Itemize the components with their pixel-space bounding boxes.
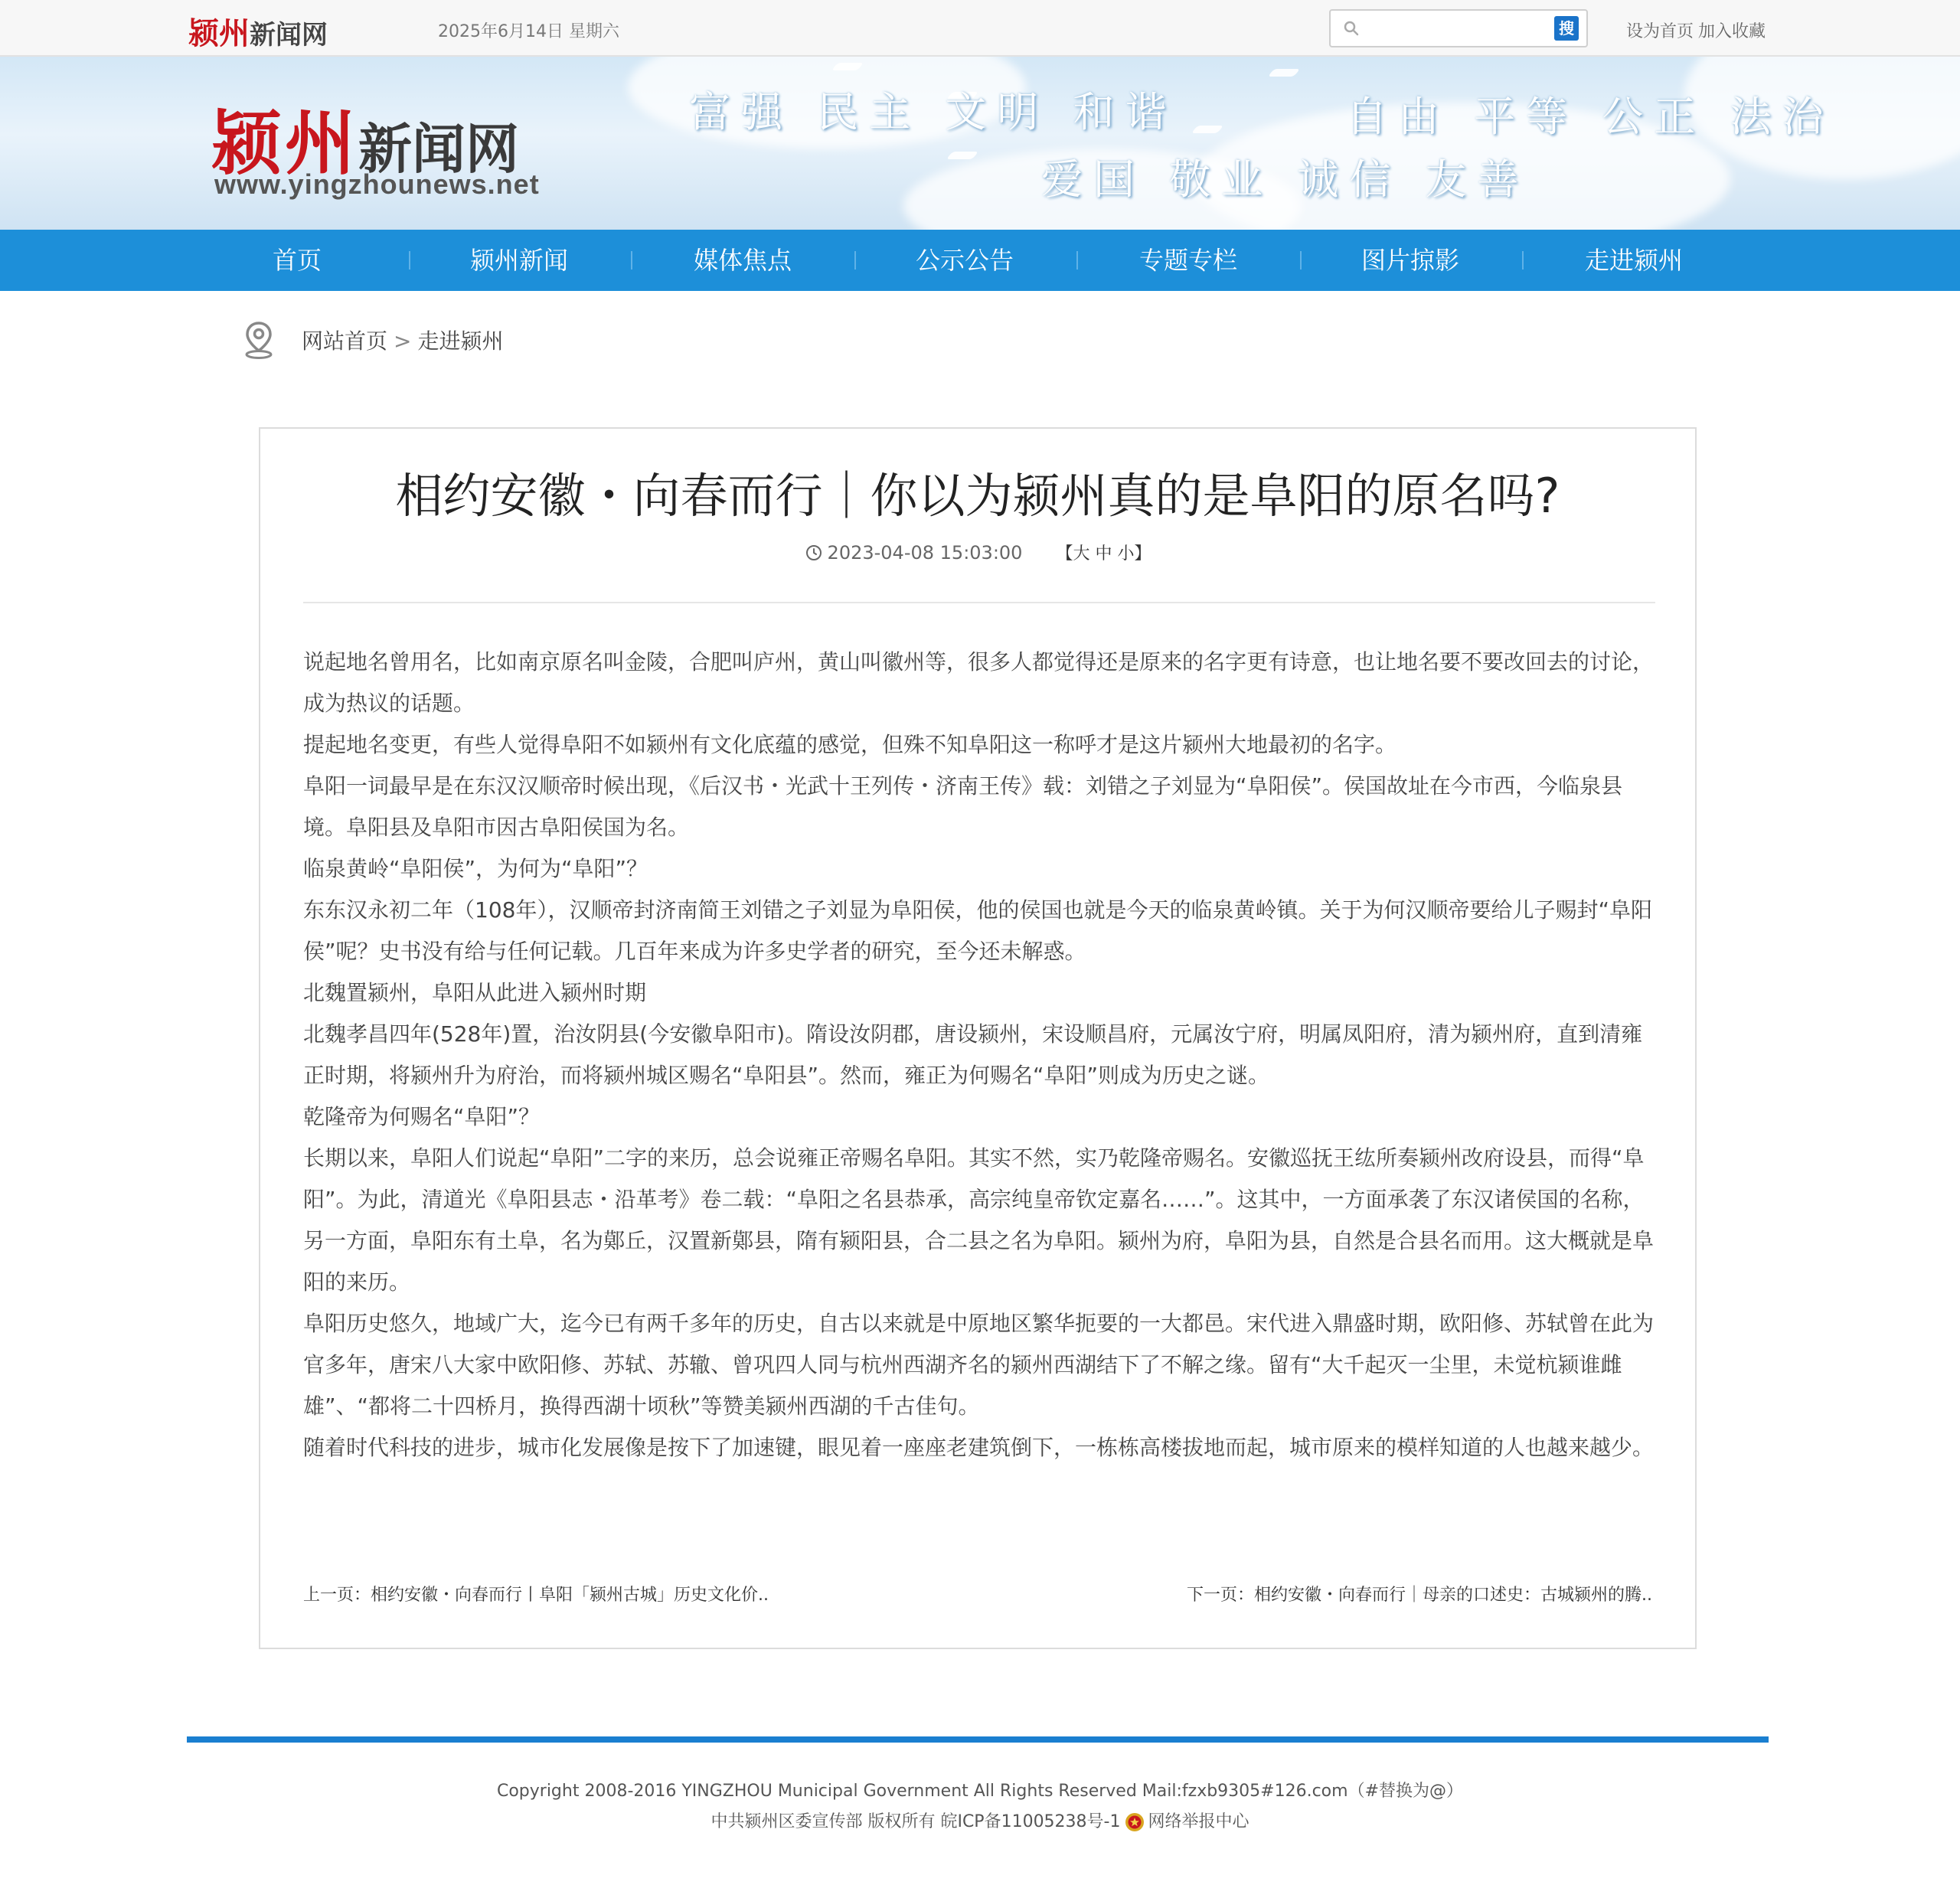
article-title: 相约安徽・向春而行｜你以为颍州真的是阜阳的原名吗? — [395, 468, 1560, 524]
main-nav — [0, 230, 1960, 291]
banner-url: www.yingzhounews.net — [214, 168, 540, 200]
nav-item-special-topics[interactable]: 专题专栏 — [1138, 246, 1237, 275]
breadcrumb — [302, 325, 504, 355]
bird-decoration — [1191, 126, 1223, 133]
bird-decoration — [1268, 69, 1300, 77]
report-center-link[interactable]: 网络举报中心 — [1148, 1812, 1250, 1831]
search-button[interactable]: 搜 — [1554, 16, 1579, 41]
search-box — [1329, 9, 1588, 47]
police-badge-icon — [1124, 1811, 1145, 1833]
nav-item-announcements[interactable]: 公示公告 — [915, 246, 1014, 275]
nav-separator — [1300, 251, 1302, 270]
nav-item-home[interactable]: 首页 — [272, 246, 322, 275]
add-favorite-link[interactable]: 加入收藏 — [1698, 22, 1766, 41]
nav-item-yingzhou-news[interactable]: 颍州新闻 — [469, 246, 568, 275]
next-article-link[interactable] — [1187, 1582, 1652, 1606]
set-home-link[interactable]: 设为首页 — [1626, 22, 1694, 41]
nav-item-photos[interactable]: 图片掠影 — [1361, 246, 1459, 275]
article-subheading: 临泉黄岭“阜阳侯”，为何为“阜阳”？ — [303, 856, 648, 881]
article-paragraph: 阜阳一词最早是在东汉汉顺帝时候出现，《后汉书・光武十王列传・济南王传》载：刘错之子刘显为“阜阳侯”。侯国故址在今市西，今临泉县境。阜阳县及阜阳市因古阜阳侯国为名。 — [303, 773, 1623, 840]
next-label: 下一页： — [1186, 1586, 1254, 1605]
article-meta — [260, 541, 1695, 564]
article-paragraph: 提起地名变更，有些人觉得阜阳不如颍州有文化底蕴的感觉，但殊不知阜阳这一称呼才是这片颍州大地最初的名字。 — [303, 732, 1397, 757]
article-paragraph: 阜阳历史悠久，地域广大，迄今已有两千多年的历史，自古以来就是中原地区繁华扼要的一大都邑。宋代进入鼎盛时期，欧阳修、苏轼曾在此为官多年，唐宋八大家中欧阳修、苏轼、苏辙、曾巩四人同与杭州西湖齐名的颍州西湖结下了不解之缘。留有“大千起灭一尘里，未觉杭颍谁雌雄”、“都将二十四桥月，换得西湖十顷秋”等赞美颍州西湖的千古佳句。 — [303, 1311, 1655, 1419]
article-subheading: 乾隆帝为何赐名“阜阳”？ — [303, 1104, 541, 1129]
nav-separator — [854, 251, 856, 270]
article-subheading: 北魏置颍州，阜阳从此进入颍州时期 — [303, 980, 647, 1005]
search-input[interactable] — [1367, 15, 1539, 41]
header-banner — [0, 57, 1960, 230]
banner-logo-red: 颍州 — [211, 102, 359, 185]
article-paragraph: 长期以来，阜阳人们说起“阜阳”二字的来历，总会说雍正帝赐名阜阳。其实不然，实乃乾隆帝赐名。安徽巡抚王纮所奏颍州改府设县，而得“阜阳”。为此，清道光《阜阳县志・沿革考》卷二载：“阜阳之名县恭承，高宗纯皇帝钦定嘉名……”。这其中，一方面承袭了东汉诸侯国的名称，另一方面，阜阳东有土阜，名为鄚丘，汉置新鄚县，隋有颍阳县，合二县之名为阜阳。颍州为府，阜阳为县，自然是合县名而用。这大概就是阜阳的来历。 — [303, 1145, 1655, 1295]
nav-separator — [631, 251, 632, 270]
top-logo-dark: 新闻网 — [250, 20, 328, 51]
article-datetime: 2023-04-08 15:03:00 — [827, 542, 1023, 564]
footer-info — [0, 1808, 1960, 1833]
article-paragraph: 北魏孝昌四年(528年)置，治汝阴县(今安徽阜阳市)。隋设汝阴郡，唐设颍州，宋设顺昌府，元属汝宁府，明属凤阳府，清为颍州府，直到清雍正时期，将颍州升为府治，而将颍州城区赐名“阜阳县”。然而，雍正为何赐名“阜阳”则成为历史之谜。 — [303, 1021, 1643, 1088]
breadcrumb-separator: > — [394, 328, 412, 354]
location-pin-icon — [242, 320, 276, 360]
bird-decoration — [946, 152, 978, 159]
prev-label: 上一页： — [303, 1586, 371, 1605]
next-title[interactable]: 相约安徽・向春而行｜母亲的口述史：古城颍州的腾.. — [1254, 1586, 1652, 1605]
search-icon — [1341, 18, 1361, 38]
article-paragraph: 说起地名曾用名，比如南京原名叫金陵，合肥叫庐州，黄山叫徽州等，很多人都觉得还是原来的名字更有诗意，也让地名要不要改回去的讨论，成为热议的话题。 — [303, 649, 1655, 716]
nav-item-media-focus[interactable]: 媒体焦点 — [693, 246, 792, 275]
breadcrumb-home[interactable]: 网站首页 — [302, 328, 388, 354]
font-size-control[interactable]: 【大 中 小】 — [1056, 544, 1152, 564]
nav-item-about-yingzhou[interactable]: 走进颍州 — [1584, 246, 1683, 275]
footer-copyright: Copyright 2008-2016 YINGZHOU Municipal Government All Rights Reserved Mail:fzxb9305#126.com（#替换为@） — [496, 1782, 1464, 1801]
slogan-line1: 富强 民主 文明 和谐 — [689, 88, 1178, 136]
nav-separator — [1522, 251, 1524, 270]
divider — [303, 602, 1655, 603]
footer-owner: 中共颍州区委宣传部 版权所有 皖ICP备11005238号-1 — [710, 1812, 1121, 1831]
article-paragraph: 随着时代科技的进步，城市化发展像是按下了加速键，眼见着一座座老建筑倒下，一栋栋高楼拔地而起，城市原来的模样知道的人也越来越少。 — [303, 1435, 1655, 1460]
article-body — [303, 642, 1658, 1468]
top-logo[interactable] — [188, 9, 328, 53]
breadcrumb-current[interactable]: 走进颍州 — [417, 328, 504, 354]
top-logo-red: 颍州 — [188, 15, 250, 51]
footer-divider — [187, 1736, 1769, 1743]
nav-separator — [409, 251, 410, 270]
article-card — [259, 427, 1697, 1649]
prev-title[interactable]: 相约安徽・向春而行丨阜阳「颍州古城」历史文化价.. — [371, 1586, 769, 1605]
article-paragraph: 东东汉永初二年（108年），汉顺帝封济南简王刘错之子刘显为阜阳侯，他的侯国也就是今天的临泉黄岭镇。关于为何汉顺帝要给儿子赐封“阜阳侯”呢？史书没有给与任何记载。几百年来成为许多史学者的研究，至今还未解惑。 — [303, 897, 1652, 964]
current-date: 2025年6月14日 星期六 — [438, 22, 619, 41]
slogan-line3: 爱国 敬业 诚信 友善 — [1041, 155, 1530, 204]
top-bar — [0, 0, 1960, 57]
slogan-line2: 自由 平等 公正 法治 — [1346, 93, 1834, 141]
banner-logo-dark: 新闻网 — [358, 117, 520, 181]
clock-icon — [805, 544, 823, 562]
prev-article-link[interactable] — [303, 1582, 769, 1606]
nav-separator — [1076, 251, 1078, 270]
top-links — [1626, 18, 1770, 42]
